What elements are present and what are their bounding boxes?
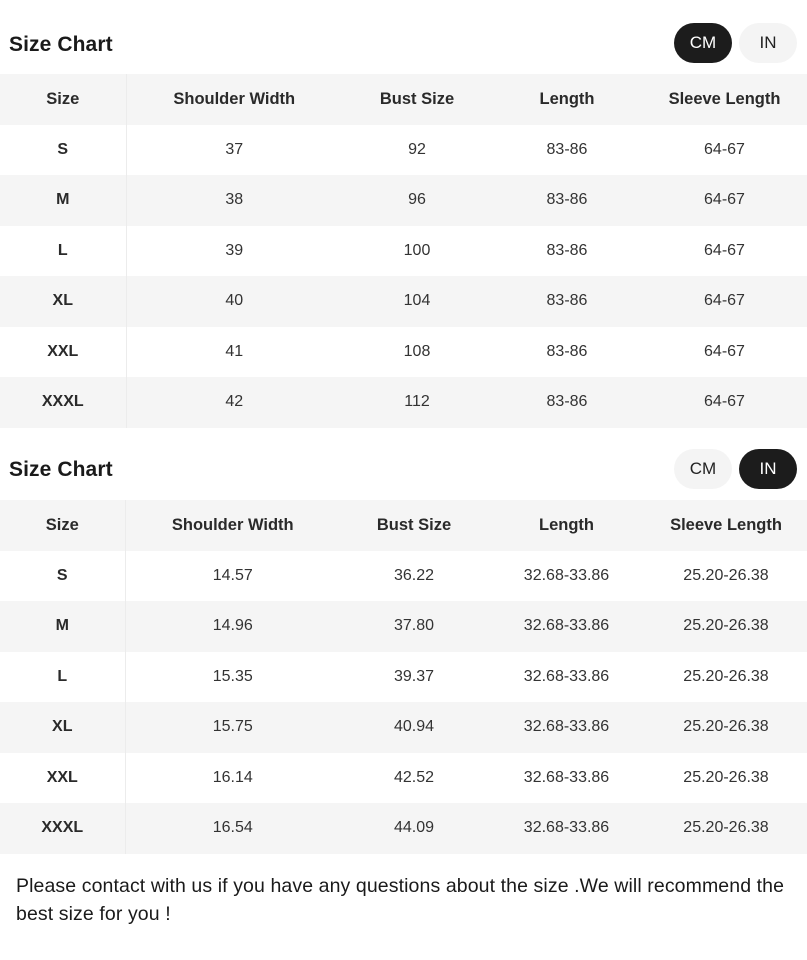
- sleeve-length-cell: 64-67: [704, 140, 745, 158]
- unit-toggle-in-button[interactable]: IN: [739, 449, 797, 489]
- shoulder-width-cell: 40: [225, 292, 244, 310]
- sleeve-length-cell: 25.20-26.38: [683, 718, 769, 736]
- column-header-sleeve-length: Sleeve Length: [668, 89, 781, 108]
- bust-size-cell: 96: [408, 191, 426, 209]
- shoulder-width-cell: 16.54: [212, 819, 253, 837]
- length-cell: 32.68-33.86: [523, 718, 610, 736]
- table-row: [0, 226, 807, 277]
- size-chart-header: [0, 0, 807, 74]
- size-chart-in-section: [0, 425, 807, 837]
- size-cell: XL: [0, 702, 125, 753]
- column-header-shoulder-width: Shoulder Width: [171, 515, 294, 534]
- length-cell: 32.68-33.86: [523, 768, 610, 786]
- column-header-bust-size: Bust Size: [379, 89, 455, 108]
- column-header-shoulder-width: Shoulder Width: [173, 89, 296, 108]
- sleeve-length-cell: 25.20-26.38: [683, 768, 769, 786]
- length-cell: 32.68-33.86: [523, 819, 610, 837]
- bust-size-cell: 42.52: [393, 768, 435, 786]
- shoulder-width-cell: 14.57: [212, 566, 253, 584]
- shoulder-width-cell: 15.35: [212, 667, 253, 685]
- bust-size-cell: 37.80: [393, 617, 435, 635]
- shoulder-width-cell: 16.14: [212, 768, 253, 786]
- length-cell: 32.68-33.86: [523, 617, 610, 635]
- bust-size-cell: 39.37: [393, 667, 435, 685]
- size-cell: S: [0, 551, 125, 602]
- length-cell: 83-86: [546, 292, 588, 310]
- table-row: [0, 175, 807, 226]
- table-header-row: [0, 74, 807, 125]
- shoulder-width-cell: 37: [225, 140, 244, 158]
- unit-toggle-in-button[interactable]: IN: [739, 23, 797, 63]
- bust-size-cell: 92: [408, 140, 426, 158]
- table-row: [0, 125, 807, 176]
- sleeve-length-cell: 64-67: [704, 292, 745, 310]
- table-row: [0, 377, 807, 428]
- length-cell: 32.68-33.86: [523, 566, 610, 584]
- length-cell: 83-86: [546, 241, 588, 259]
- size-cell: M: [0, 601, 125, 652]
- size-table-in: [0, 500, 807, 854]
- size-chart-cm-section: [0, 0, 807, 411]
- length-cell: 32.68-33.86: [523, 667, 610, 685]
- table-row: [0, 803, 807, 854]
- shoulder-width-cell: 38: [225, 191, 244, 209]
- shoulder-width-cell: 42: [225, 393, 244, 411]
- size-table-cm: [0, 74, 807, 428]
- size-help-note: Please contact with us if you have any questions about the size .We will recommend the best size for you !: [16, 875, 785, 925]
- table-row: [0, 652, 807, 703]
- column-header-length: Length: [539, 89, 595, 108]
- column-header-size: Size: [0, 74, 126, 125]
- length-cell: 83-86: [546, 140, 588, 158]
- sleeve-length-cell: 25.20-26.38: [683, 566, 769, 584]
- size-cell: S: [0, 125, 126, 176]
- table-row: [0, 702, 807, 753]
- unit-toggle-cm-button[interactable]: CM: [674, 449, 732, 489]
- length-cell: 83-86: [546, 393, 588, 411]
- shoulder-width-cell: 14.96: [212, 617, 253, 635]
- table-row: [0, 601, 807, 652]
- sleeve-length-cell: 25.20-26.38: [683, 617, 769, 635]
- size-chart-title: Size Chart: [9, 33, 113, 56]
- bust-size-cell: 100: [403, 241, 431, 259]
- sleeve-length-cell: 64-67: [704, 342, 745, 360]
- column-header-size: Size: [0, 500, 125, 551]
- bust-size-cell: 40.94: [393, 718, 435, 736]
- bust-size-cell: 36.22: [393, 566, 435, 584]
- table-row: [0, 327, 807, 378]
- size-chart-header: [0, 425, 807, 499]
- size-cell: XXXL: [0, 803, 125, 854]
- bust-size-cell: 112: [404, 393, 430, 411]
- table-row: [0, 276, 807, 327]
- bust-size-cell: 44.09: [393, 819, 435, 837]
- column-header-sleeve-length: Sleeve Length: [670, 515, 782, 534]
- table-header-row: [0, 500, 807, 551]
- size-cell: XL: [0, 276, 126, 327]
- sleeve-length-cell: 64-67: [704, 191, 745, 209]
- column-header-length: Length: [539, 515, 594, 534]
- bust-size-cell: 108: [403, 342, 431, 360]
- sleeve-length-cell: 64-67: [704, 241, 745, 259]
- length-cell: 83-86: [546, 191, 588, 209]
- length-cell: 83-86: [546, 342, 588, 360]
- column-header-bust-size: Bust Size: [376, 515, 452, 534]
- table-row: [0, 753, 807, 804]
- sleeve-length-cell: 25.20-26.38: [683, 667, 769, 685]
- unit-toggle-cm-button[interactable]: CM: [674, 23, 732, 63]
- sleeve-length-cell: 64-67: [704, 393, 745, 411]
- size-cell: L: [0, 226, 126, 277]
- sleeve-length-cell: 25.20-26.38: [683, 819, 769, 837]
- size-cell: M: [0, 175, 126, 226]
- size-cell: XXL: [0, 327, 126, 378]
- size-cell: XXL: [0, 753, 125, 804]
- shoulder-width-cell: 39: [225, 241, 244, 259]
- size-cell: L: [0, 652, 125, 703]
- bust-size-cell: 104: [403, 292, 431, 310]
- size-chart-title: Size Chart: [9, 458, 113, 481]
- table-row: [0, 551, 807, 602]
- shoulder-width-cell: 41: [225, 342, 244, 360]
- shoulder-width-cell: 15.75: [212, 718, 253, 736]
- size-cell: XXXL: [0, 377, 126, 428]
